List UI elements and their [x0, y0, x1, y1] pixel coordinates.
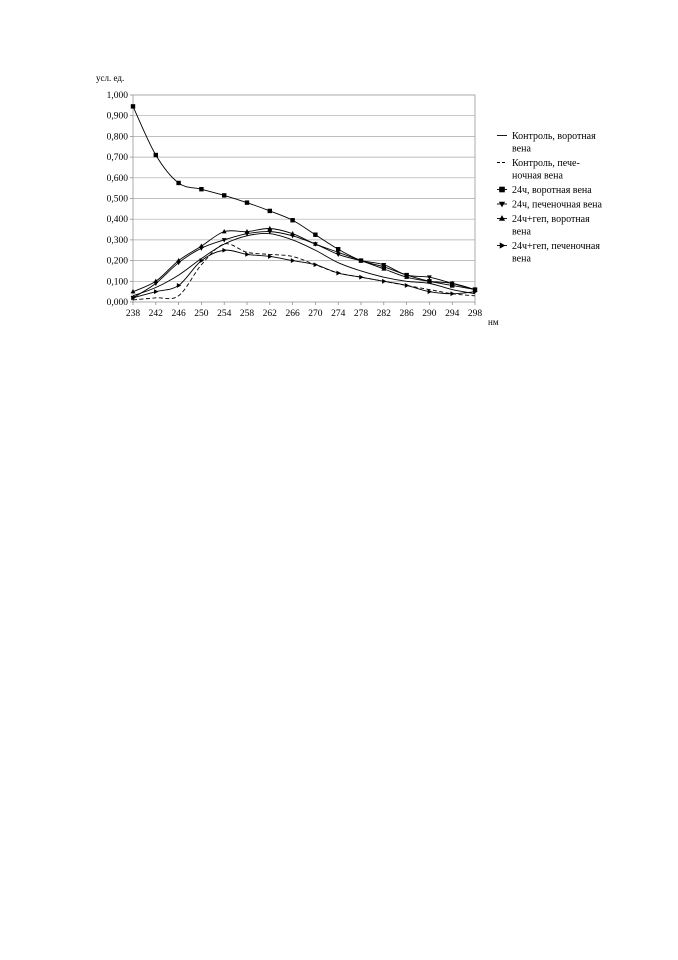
data-point [336, 271, 340, 276]
y-tick-label: 0,200 [106, 256, 128, 267]
y-tick-label: 0,900 [106, 111, 128, 122]
legend-item-5 [497, 214, 590, 238]
y-axis-label: усл. ед. [96, 73, 125, 83]
legend-label: 24ч+геп, воротная [512, 214, 590, 225]
series-4 [131, 230, 478, 301]
legend-label: Контроль, воротная [512, 131, 596, 142]
legend-label: 24ч, воротная вена [512, 185, 592, 196]
series-line [133, 232, 475, 298]
series-line [133, 250, 475, 298]
legend-label: вена [512, 253, 531, 265]
x-tick-label: 258 [239, 309, 255, 319]
data-point [131, 104, 135, 108]
series-3 [131, 104, 477, 292]
legend-label: ночная вена [512, 170, 563, 182]
x-tick-label: 274 [331, 309, 346, 319]
x-tick-label: 282 [376, 309, 391, 319]
data-point [154, 153, 158, 157]
x-tick-label: 294 [445, 309, 460, 319]
legend [497, 131, 603, 265]
data-point [176, 258, 181, 262]
y-tick-label: 0,800 [106, 132, 128, 143]
spectra-line-chart [0, 0, 678, 340]
x-tick-label: 266 [285, 309, 300, 319]
series-line [133, 233, 475, 295]
x-tick-label: 270 [308, 309, 323, 319]
y-tick-label: 0,100 [106, 277, 128, 288]
series-2 [133, 244, 475, 300]
series-6 [131, 248, 477, 300]
legend-marker [500, 242, 506, 248]
x-tick-label: 254 [217, 309, 232, 319]
y-tick-label: 0,500 [106, 194, 128, 205]
chart-container [0, 0, 678, 340]
legend-item-1 [497, 131, 596, 155]
series-line [133, 244, 475, 300]
y-tick-label: 0,000 [106, 298, 128, 308]
data-point [382, 279, 386, 284]
series-1 [133, 233, 475, 295]
y-tick-label: 1,000 [106, 91, 128, 101]
y-tick-label: 0,300 [106, 235, 128, 246]
x-tick-label: 242 [148, 309, 163, 319]
x-tick-label: 262 [262, 309, 277, 319]
x-tick-label: 286 [399, 309, 414, 319]
x-tick-label: 238 [125, 309, 141, 319]
y-tick-label: 0,600 [106, 173, 128, 184]
data-point [176, 181, 180, 185]
x-tick-label: 298 [467, 309, 483, 319]
data-point [290, 218, 294, 222]
legend-label: 24ч+геп, печеночная [512, 241, 600, 252]
series-group [131, 104, 478, 300]
y-tick-label: 0,700 [106, 153, 128, 164]
legend-item-6 [497, 241, 600, 265]
legend-marker [499, 202, 505, 208]
legend-label: Контроль, пече- [512, 158, 580, 169]
data-point [222, 248, 226, 253]
data-point [450, 291, 454, 296]
axes [107, 91, 483, 319]
y-tick-label: 0,400 [106, 215, 128, 226]
data-point [291, 258, 295, 263]
legend-marker [499, 215, 505, 221]
x-tick-label: 250 [194, 309, 209, 319]
x-tick-label: 278 [353, 309, 369, 319]
data-point [405, 283, 409, 288]
data-point [313, 233, 317, 237]
data-point [245, 200, 249, 204]
x-tick-label: 290 [422, 309, 437, 319]
legend-label: вена [512, 143, 531, 155]
legend-marker [499, 187, 505, 193]
data-point [154, 289, 158, 294]
data-point [268, 209, 272, 213]
gridlines [133, 95, 475, 281]
data-point [199, 187, 203, 191]
legend-label: вена [512, 226, 531, 238]
legend-item-4 [497, 200, 603, 211]
data-point [245, 252, 249, 257]
data-point [199, 243, 204, 247]
legend-item-2 [497, 158, 580, 182]
legend-label: 24ч, печеночная вена [512, 199, 602, 211]
x-tick-label: 246 [171, 309, 186, 319]
data-point [314, 262, 318, 267]
legend-item-3 [497, 185, 592, 196]
x-axis-label: нм [488, 317, 499, 327]
data-point [153, 279, 158, 283]
data-point [222, 193, 226, 197]
data-point [359, 275, 363, 280]
